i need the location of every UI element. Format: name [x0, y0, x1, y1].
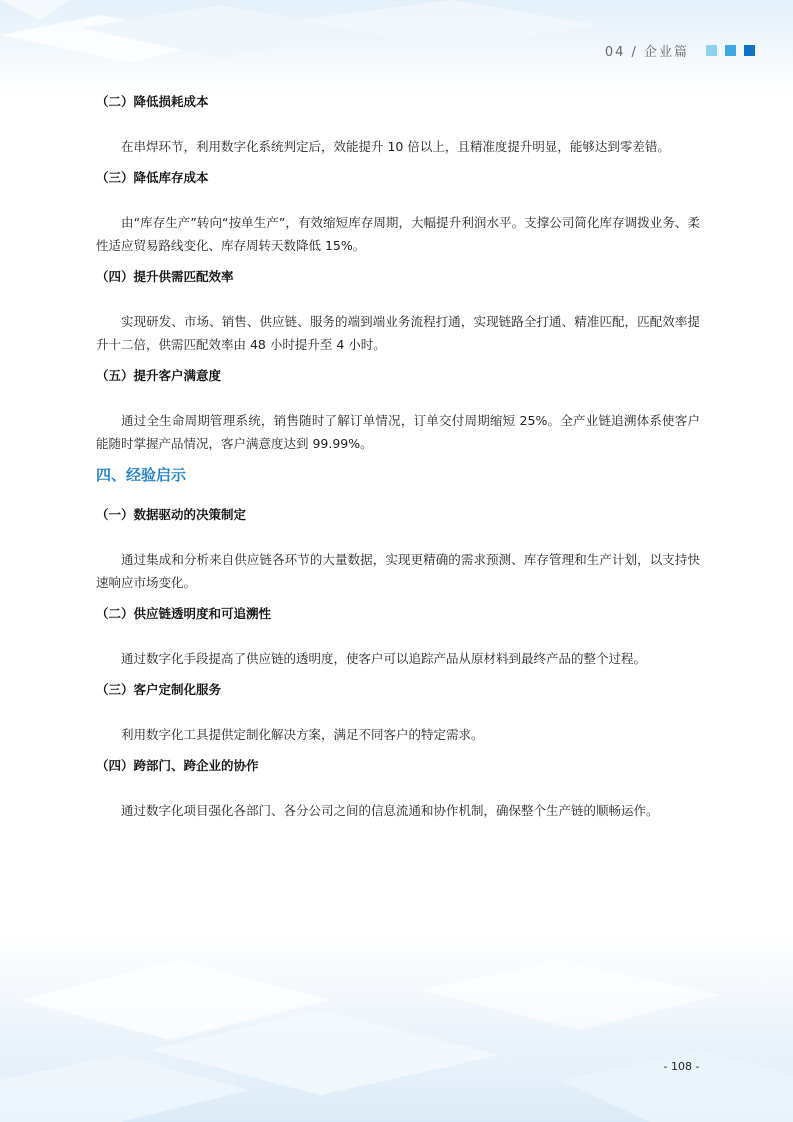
- decor-square-3: [744, 45, 755, 56]
- document-body: [96, 92, 700, 832]
- page-header: [605, 41, 755, 60]
- paragraph: 实现研发、市场、销售、供应链、服务的端到端业务流程打通，实现链路全打通、精准匹配，匹配效率提升十二倍，供需匹配效率由 48 小时提升至 4 小时。: [96, 314, 700, 352]
- subsection-heading: （五）提升客户满意度: [96, 368, 222, 383]
- subsection-heading: （四）提升供需匹配效率: [96, 269, 234, 284]
- page-number: - 108 -: [663, 1060, 700, 1073]
- paragraph: 由“库存生产”转向“按单生产”，有效缩短库存周期，大幅提升利润水平。支撑公司简化库存调拨业务、柔性适应贸易路线变化、库存周转天数降低 15%。: [96, 215, 700, 253]
- paragraph: 通过集成和分析来自供应链各环节的大量数据，实现更精确的需求预测、库存管理和生产计划，以支持快速响应市场变化。: [96, 552, 700, 590]
- paragraph: 通过全生命周期管理系统，销售随时了解订单情况，订单交付周期缩短 25%。全产业链追溯体系使客户能随时掌握产品情况，客户满意度达到 99.99%。: [96, 413, 700, 451]
- subsection-heading: （二）供应链透明度和可追溯性: [96, 606, 272, 621]
- subsection-heading: （三）降低库存成本: [96, 170, 209, 185]
- paragraph: 通过数字化手段提高了供应链的透明度，使客户可以追踪产品从原材料到最终产品的整个过程。: [121, 651, 647, 666]
- paragraph: 在串焊环节，利用数字化系统判定后，效能提升 10 倍以上，且精准度提升明显，能够达到零差错。: [121, 139, 670, 154]
- subsection-heading: （三）客户定制化服务: [96, 682, 222, 697]
- subsection-heading: （四）跨部门、跨企业的协作: [96, 758, 259, 773]
- subsection-heading: （二）降低损耗成本: [96, 94, 209, 109]
- section-label: 04 / 企业篇: [604, 45, 689, 60]
- decor-square-1: [706, 45, 717, 56]
- decor-square-2: [725, 45, 736, 56]
- paragraph: 利用数字化工具提供定制化解决方案，满足不同客户的特定需求。: [121, 727, 484, 742]
- paragraph: 通过数字化项目强化各部门、各分公司之间的信息流通和协作机制，确保整个生产链的顺畅运作。: [121, 803, 659, 818]
- section-heading: 四、经验启示: [96, 466, 187, 484]
- subsection-heading: （一）数据驱动的决策制定: [96, 507, 247, 522]
